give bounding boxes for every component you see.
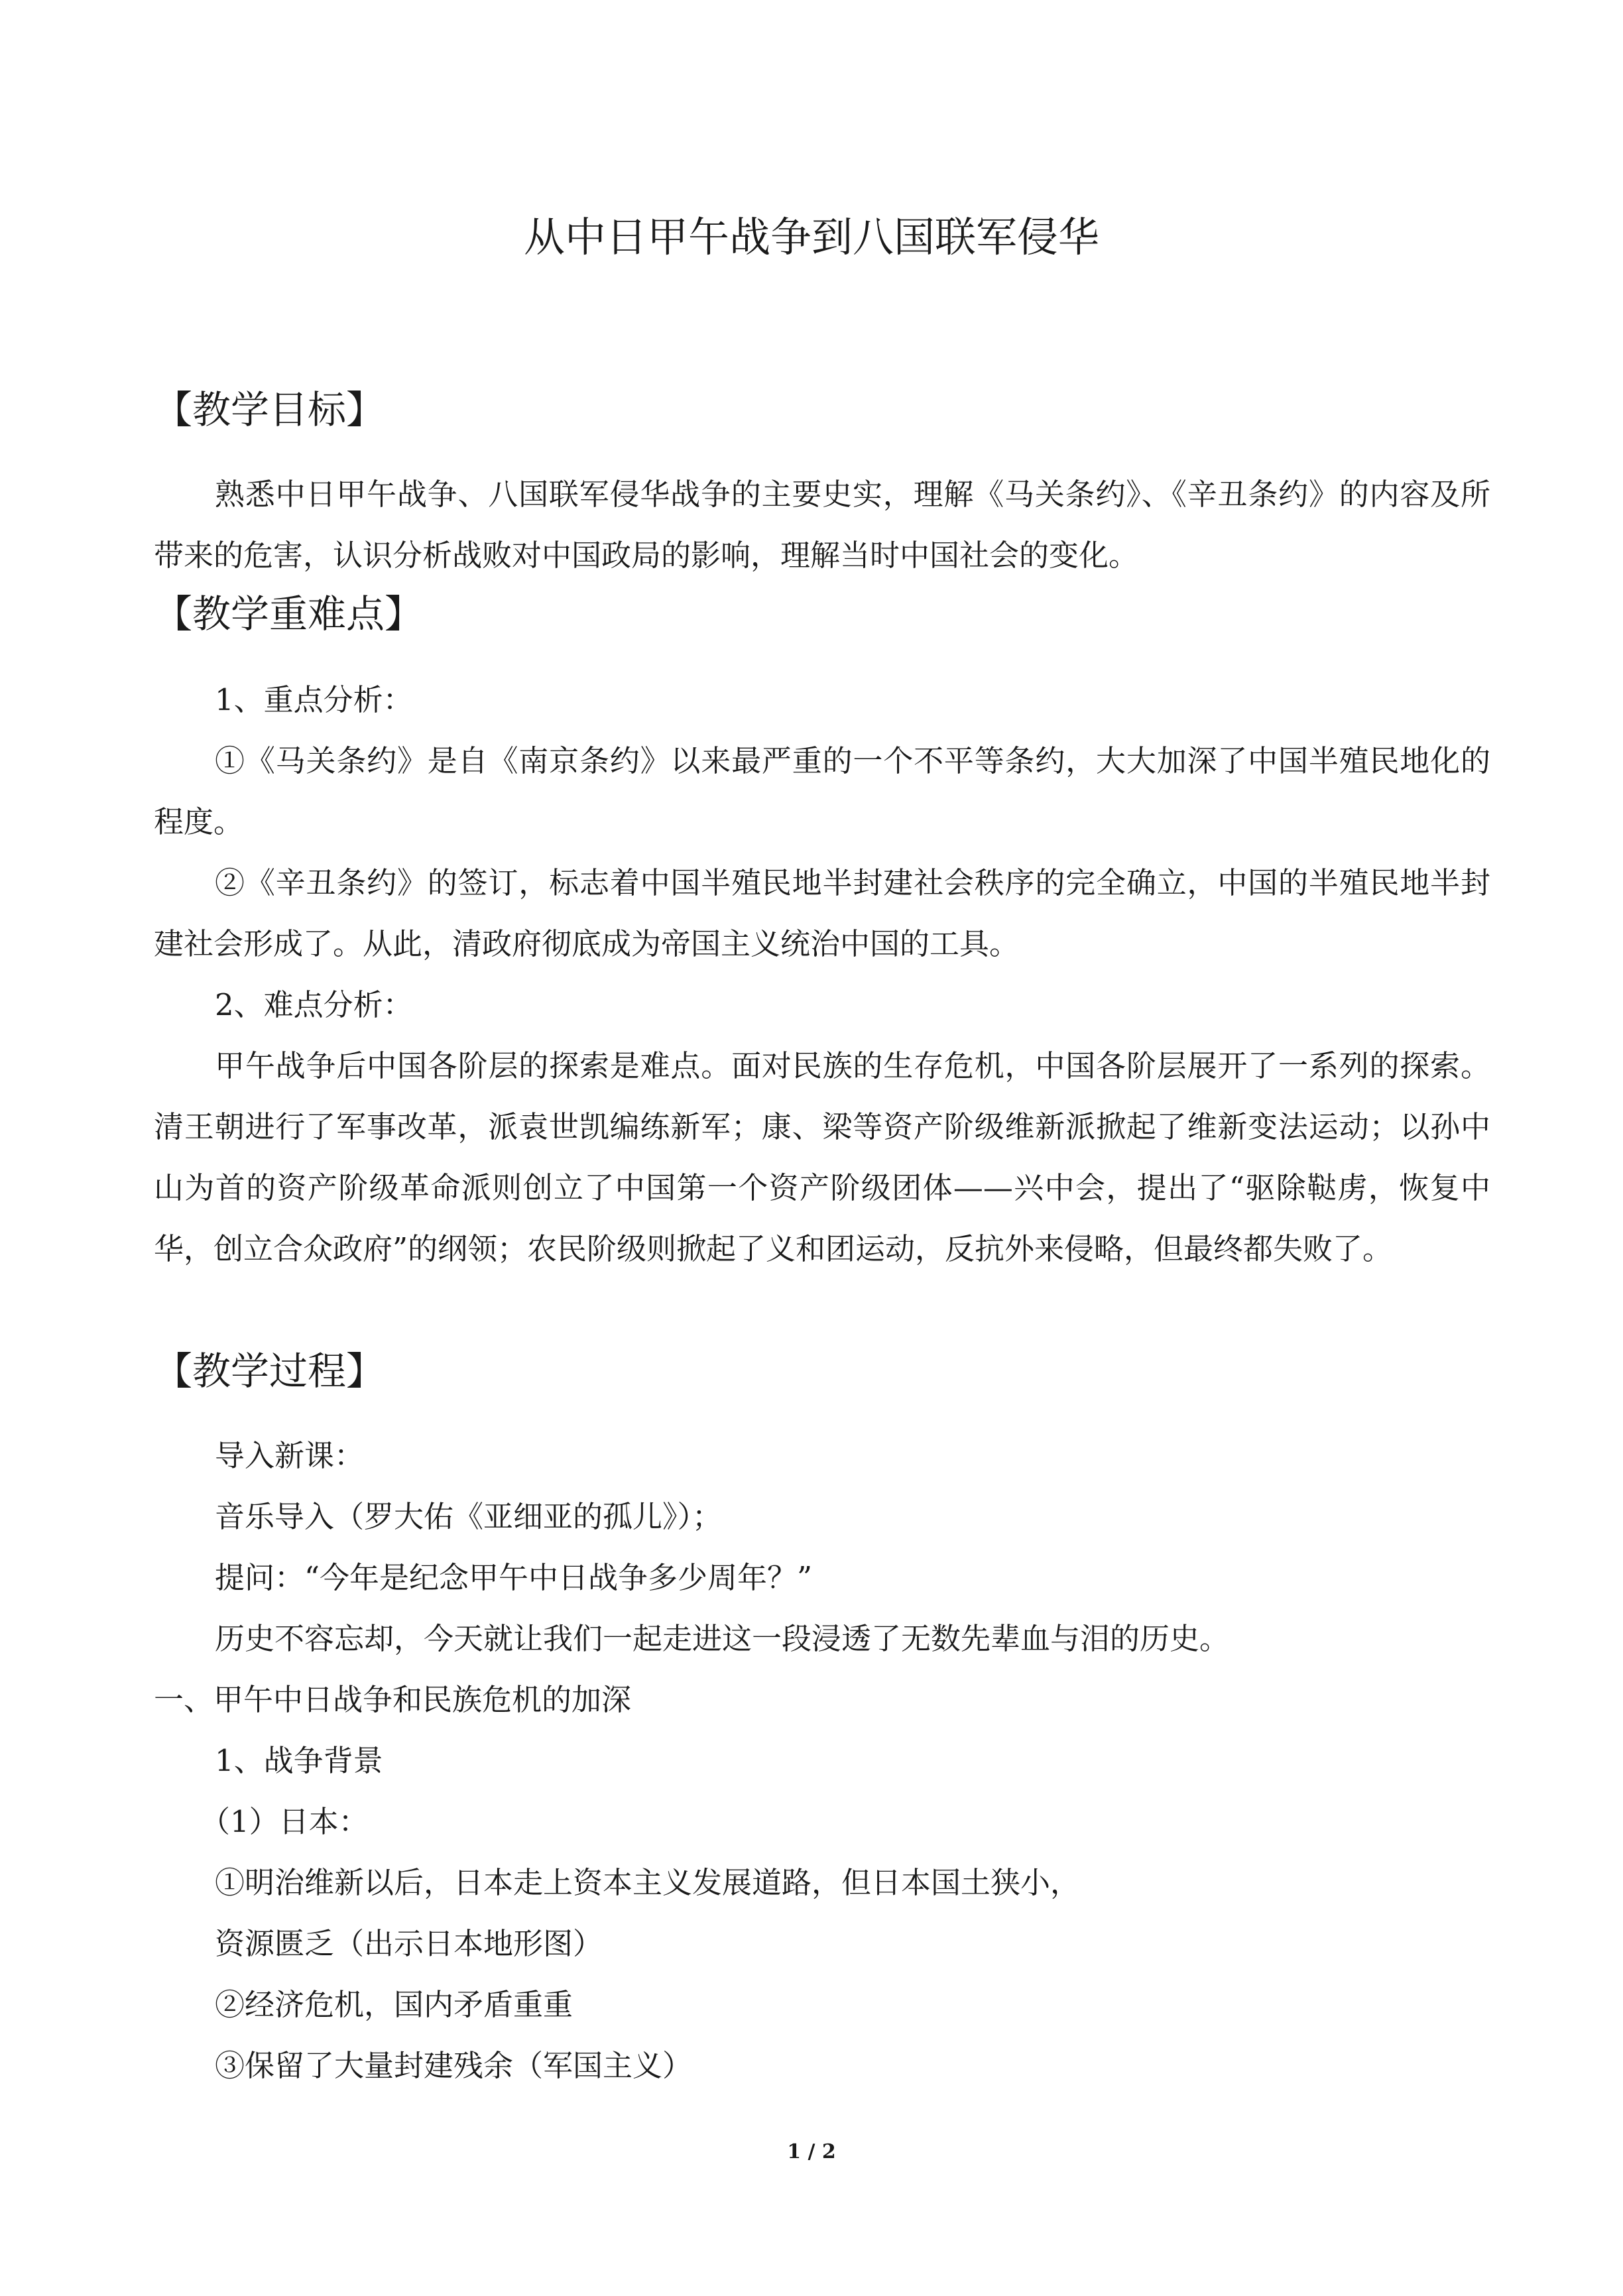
japan-label: （1）日本：: [200, 1804, 369, 1839]
goals-paragraph: 熟悉中日甲午战争、八国联军侵华战争的主要史实，理解《马关条约》、《辛丑条约》的内容及所带来的危害，认识分析战败对中国政局的影响，理解当时中国社会的变化。: [154, 477, 1490, 573]
intro-label: 导入新课：: [215, 1438, 365, 1473]
difficult-points-label: 2、难点分析：: [215, 987, 413, 1022]
japan-point-2: ②经济危机，国内矛盾重重: [215, 1987, 573, 2022]
section-heading-goals: 【教学目标】: [154, 387, 385, 432]
page-number: 1 / 2: [787, 2140, 836, 2163]
intro-music: 音乐导入（罗大佑《亚细亚的孤儿》）；: [215, 1499, 723, 1534]
key-point-1: ①《马关条约》是自《南京条约》以来最严重的一个不平等条约，大大加深了中国半殖民地化的程度。: [154, 743, 1490, 839]
key-point-2: ②《辛丑条约》的签订，标志着中国半殖民地半封建社会秩序的完全确立，中国的半殖民地半封建社会形成了。从此，清政府彻底成为帝国主义统治中国的工具。: [154, 865, 1490, 961]
part1-title: 一、甲午中日战争和民族危机的加深: [154, 1682, 632, 1717]
japan-point-3: ③保留了大量封建残余（军国主义）: [215, 2048, 693, 2083]
japan-point-1b: 资源匮乏（出示日本地形图）: [215, 1926, 603, 1961]
japan-point-1a: ①明治维新以后，日本走上资本主义发展道路，但日本国土狭小，: [215, 1865, 1081, 1900]
intro-history: 历史不容忘却，今天就让我们一起走进这一段浸透了无数先辈血与泪的历史。: [215, 1621, 1230, 1656]
difficult-points-paragraph: 甲午战争后中国各阶层的探索是难点。面对民族的生存危机，中国各阶层展开了一系列的探索。清王朝进行了军事改革，派袁世凯编练新军；康、梁等资产阶级维新派掀起了维新变法运动；以孙中山为首的资产阶级革命派则创立了中国第一个资产阶级团体——兴中会，提出了“驱除鞑虏，恢复中华，创立合众政府”的纲领；农民阶级则掀起了义和团运动，反抗外来侵略，但最终都失败了。: [154, 1048, 1490, 1266]
intro-question: 提问：“今年是纪念甲午中日战争多少周年？”: [215, 1560, 813, 1595]
document-title: 从中日甲午战争到八国联军侵华: [523, 213, 1099, 261]
background-label: 1、战争背景: [215, 1743, 383, 1778]
section-heading-key-points: 【教学重难点】: [154, 591, 424, 636]
section-heading-process: 【教学过程】: [154, 1349, 385, 1394]
key-points-label: 1、重点分析：: [215, 682, 413, 717]
